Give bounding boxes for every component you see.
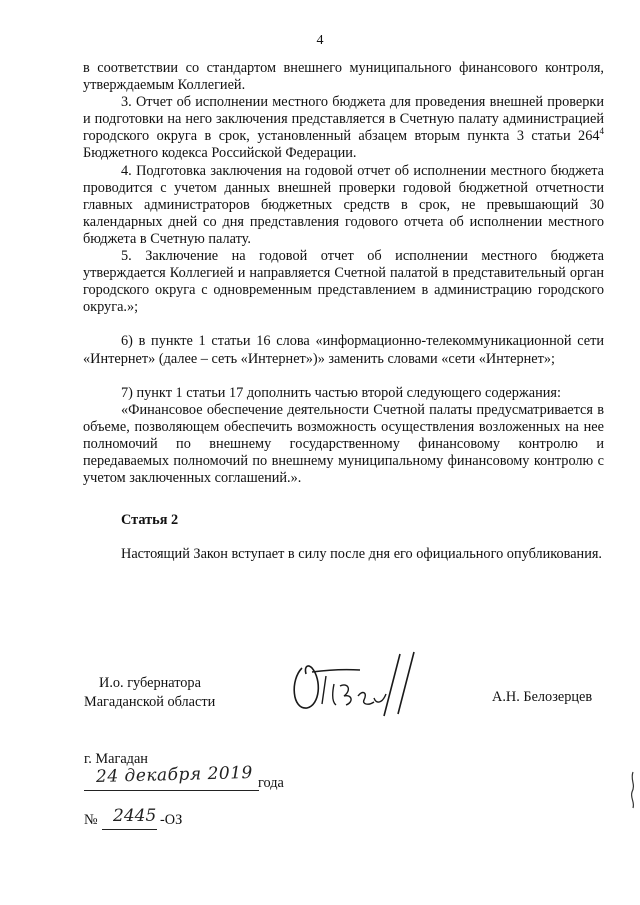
number-suffix: -ОЗ <box>160 812 183 828</box>
paragraph-item-6: 6) в пункте 1 статьи 16 слова «информационно-телекоммуникационной сети «Интернет» (далее – сеть «Интернет»)» заменить словами «сети «Интернет»; <box>83 333 604 367</box>
date-suffix: года <box>258 775 284 791</box>
signatory-title <box>84 674 215 712</box>
paragraph-item-4: 4. Подготовка заключения на годовой отчет об исполнении местного бюджета проводится с учетом данных внешней проверки годовой бюджетной отчетности главных администраторов бюджетных средств в срок, не превышающий 30 календарных дней со дня представления годового отчета об исполнении местного бюджета в Счетную палату. <box>83 162 604 247</box>
paragraph-continuation: в соответствии со стандартом внешнего муниципального финансового контроля, утверждаемым Коллегией. <box>83 60 604 94</box>
number-handwritten: 2445 <box>113 806 157 826</box>
paragraph-item-3-tail: Бюджетного кодекса Российской Федерации. <box>83 145 357 162</box>
signatory-title-line2: Магаданской области <box>84 694 216 710</box>
paragraph-item-7: 7) пункт 1 статьи 17 дополнить частью второй следующего содержания: <box>121 384 561 401</box>
paragraph-item-3-text: 3. Отчет об исполнении местного бюджета для проведения внешней проверки и подготовки на него заключения представляется в Счетную палату администрацией городского округа в срок, установленный абзацем вторым пункта 3 статьи 264 <box>83 94 604 145</box>
signatory-title-line1: И.о. губернатора <box>99 675 201 691</box>
number-prefix: № <box>84 812 98 828</box>
date-handwritten: 24 декабря 2019 <box>95 762 254 788</box>
paragraph-item-5: 5. Заключение на годовой отчет об исполнении местного бюджета утверждается Коллегией и направляется Счетной палатой в представительный орган городского округа с одновременным представлением в администрацию городского округа.»; <box>83 248 604 316</box>
article-text: Настоящий Закон вступает в силу после дня его официального опубликования. <box>121 546 602 563</box>
city-line: г. Магадан <box>84 751 148 767</box>
document-body <box>83 60 604 563</box>
handwritten-signature <box>282 650 432 720</box>
signatory-name: А.Н. Белозерцев <box>492 689 593 705</box>
paragraph-item-7-quote: «Финансовое обеспечение деятельности Счетной палаты предусматривается в объеме, позволяющем обеспечить возможность осуществления возложенных на нее полномочий по внешнему государственному финансовому контролю и передаваемых полномочий по внешнему муниципальному финансовому контролю с учетом заключенных соглашений.». <box>83 401 604 487</box>
superscript: 4 <box>599 126 604 137</box>
margin-mark <box>628 770 638 810</box>
page-number: 4 <box>316 33 324 48</box>
article-heading: Статья 2 <box>121 512 179 529</box>
paragraph-item-3 <box>83 94 604 162</box>
